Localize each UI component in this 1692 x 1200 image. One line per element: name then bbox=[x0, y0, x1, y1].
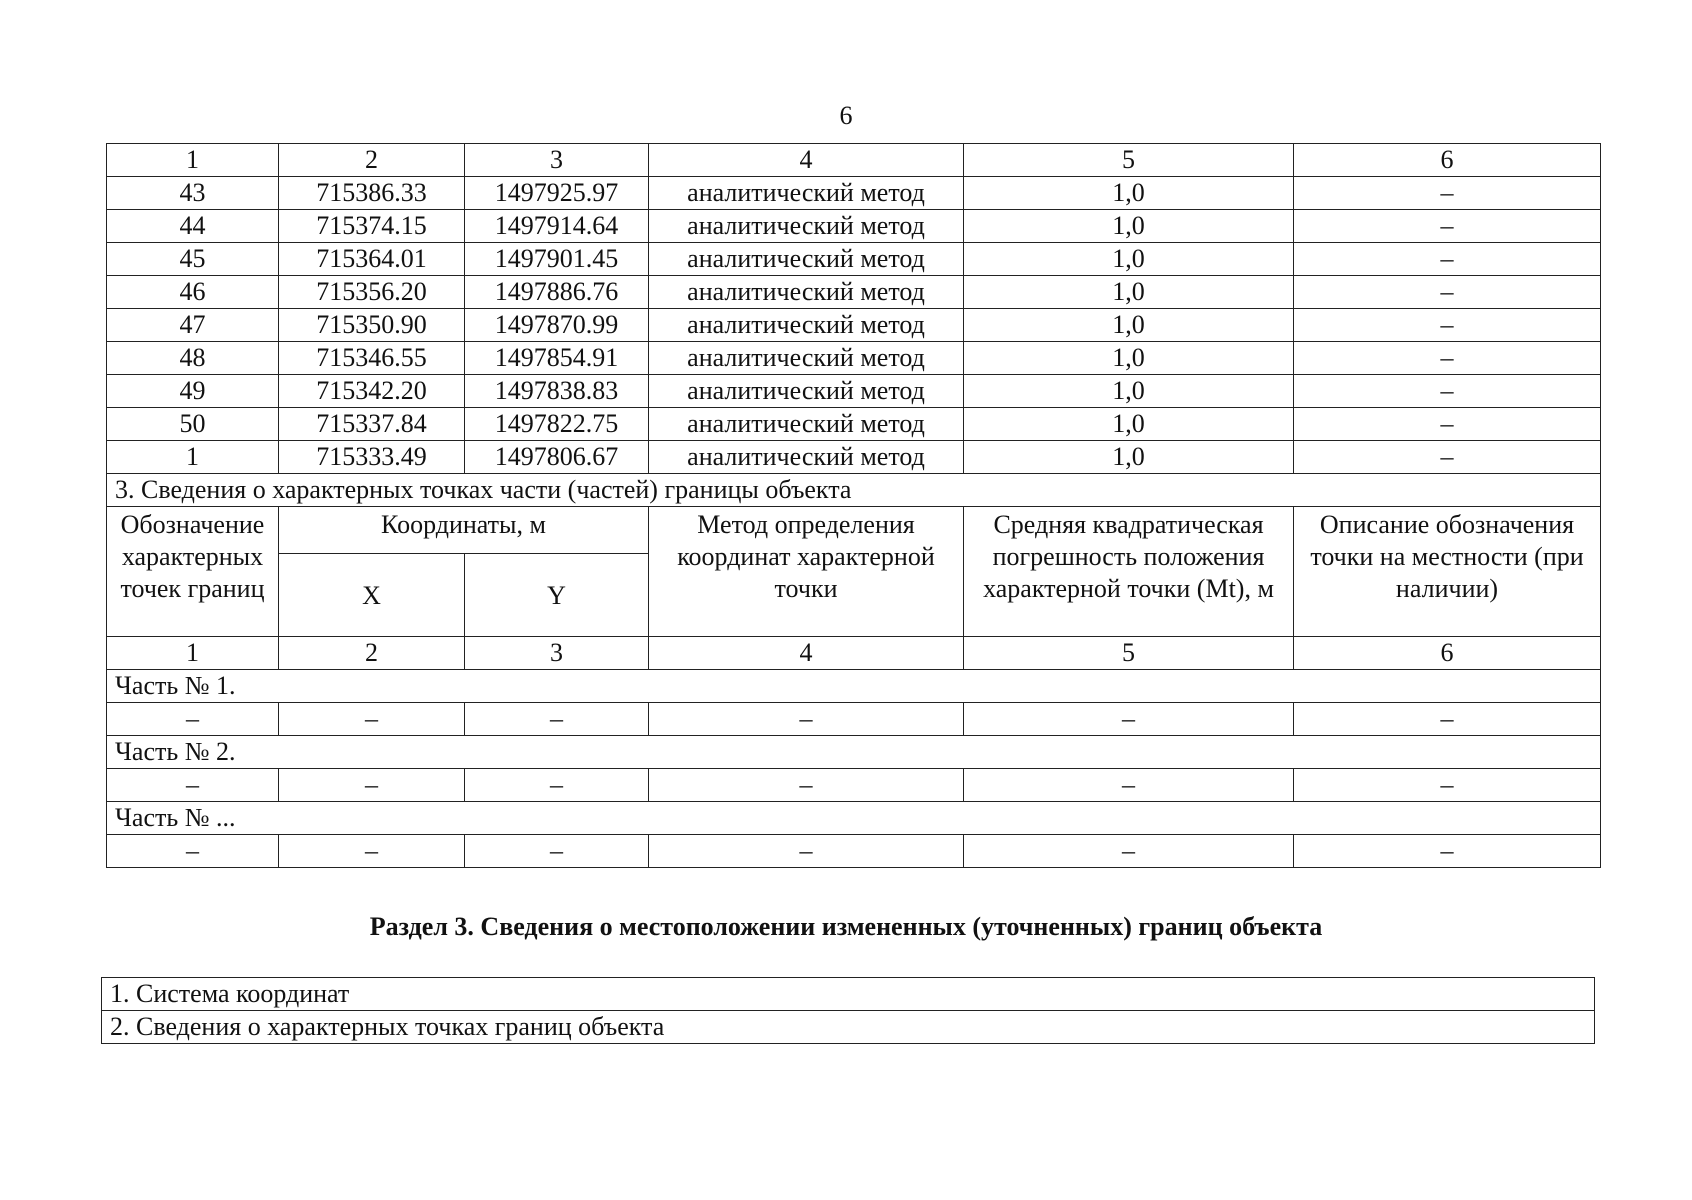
column-number: 5 bbox=[964, 144, 1294, 177]
point-y: 1497838.83 bbox=[465, 375, 649, 408]
point-x: 715342.20 bbox=[279, 375, 465, 408]
empty-cell: – bbox=[649, 703, 964, 736]
table-row bbox=[102, 978, 1595, 1011]
point-x: 715386.33 bbox=[279, 177, 465, 210]
table-row bbox=[107, 309, 1601, 342]
point-y: 1497854.91 bbox=[465, 342, 649, 375]
column-number: 1 bbox=[107, 144, 279, 177]
point-id: 1 bbox=[107, 441, 279, 474]
point-method: аналитический метод bbox=[649, 276, 964, 309]
empty-cell: – bbox=[964, 703, 1294, 736]
column-number: 2 bbox=[279, 144, 465, 177]
table-row bbox=[102, 1011, 1595, 1044]
boundary-points-row: 2. Сведения о характерных точках границ объекта bbox=[102, 1011, 1595, 1044]
point-mt: 1,0 bbox=[964, 309, 1294, 342]
point-mt: 1,0 bbox=[964, 210, 1294, 243]
boundary-points-table bbox=[106, 143, 1601, 868]
point-desc: – bbox=[1294, 408, 1601, 441]
column-number: 4 bbox=[649, 144, 964, 177]
column-number: 6 bbox=[1294, 637, 1601, 670]
coordinate-system-row: 1. Система координат bbox=[102, 978, 1595, 1011]
point-desc: – bbox=[1294, 342, 1601, 375]
column-number-row bbox=[107, 144, 1601, 177]
part-label-row bbox=[107, 670, 1601, 703]
table-row bbox=[107, 342, 1601, 375]
empty-cell: – bbox=[964, 769, 1294, 802]
point-method: аналитический метод bbox=[649, 441, 964, 474]
point-mt: 1,0 bbox=[964, 441, 1294, 474]
empty-cell: – bbox=[107, 703, 279, 736]
point-mt: 1,0 bbox=[964, 177, 1294, 210]
empty-cell: – bbox=[465, 703, 649, 736]
point-desc: – bbox=[1294, 243, 1601, 276]
part-label: Часть № 1. bbox=[107, 670, 1601, 703]
point-x: 715364.01 bbox=[279, 243, 465, 276]
parts-section-title: 3. Сведения о характерных точках части (частей) границы объекта bbox=[107, 474, 1601, 507]
point-id: 50 bbox=[107, 408, 279, 441]
column-number: 5 bbox=[964, 637, 1294, 670]
part-label: Часть № 2. bbox=[107, 736, 1601, 769]
table-row bbox=[107, 441, 1601, 474]
column-number: 3 bbox=[465, 144, 649, 177]
point-x: 715350.90 bbox=[279, 309, 465, 342]
section-heading-row bbox=[107, 474, 1601, 507]
table-row bbox=[107, 769, 1601, 802]
point-desc: – bbox=[1294, 177, 1601, 210]
header-mt: Средняя квадратическая погрешность положения характерной точки (Mt), м bbox=[964, 507, 1294, 637]
point-desc: – bbox=[1294, 375, 1601, 408]
point-mt: 1,0 bbox=[964, 276, 1294, 309]
point-id: 45 bbox=[107, 243, 279, 276]
point-y: 1497822.75 bbox=[465, 408, 649, 441]
parts-header-row bbox=[107, 507, 1601, 554]
column-number: 4 bbox=[649, 637, 964, 670]
point-mt: 1,0 bbox=[964, 408, 1294, 441]
table-row bbox=[107, 276, 1601, 309]
point-x: 715374.15 bbox=[279, 210, 465, 243]
page-number: 6 bbox=[839, 101, 853, 130]
point-x: 715333.49 bbox=[279, 441, 465, 474]
point-desc: – bbox=[1294, 309, 1601, 342]
column-number: 2 bbox=[279, 637, 465, 670]
section-3-table bbox=[101, 977, 1595, 1044]
point-y: 1497925.97 bbox=[465, 177, 649, 210]
point-mt: 1,0 bbox=[964, 243, 1294, 276]
point-method: аналитический метод bbox=[649, 342, 964, 375]
empty-cell: – bbox=[465, 835, 649, 868]
section-3-title: Раздел 3. Сведения о местоположении измененных (уточненных) границ объекта bbox=[369, 912, 1323, 941]
empty-cell: – bbox=[279, 703, 465, 736]
empty-cell: – bbox=[465, 769, 649, 802]
header-y: Y bbox=[465, 554, 649, 637]
header-designation: Обозначение характерных точек границ bbox=[107, 507, 279, 637]
part-label-row bbox=[107, 736, 1601, 769]
empty-cell: – bbox=[964, 835, 1294, 868]
point-y: 1497886.76 bbox=[465, 276, 649, 309]
header-coordinates: Координаты, м bbox=[279, 507, 649, 554]
header-x: X bbox=[279, 554, 465, 637]
table-row bbox=[107, 703, 1601, 736]
point-desc: – bbox=[1294, 276, 1601, 309]
column-number: 6 bbox=[1294, 144, 1601, 177]
point-id: 44 bbox=[107, 210, 279, 243]
empty-cell: – bbox=[1294, 703, 1601, 736]
table-row bbox=[107, 408, 1601, 441]
point-x: 715337.84 bbox=[279, 408, 465, 441]
header-method: Метод определения координат характерной точки bbox=[649, 507, 964, 637]
point-mt: 1,0 bbox=[964, 342, 1294, 375]
point-y: 1497901.45 bbox=[465, 243, 649, 276]
point-id: 43 bbox=[107, 177, 279, 210]
part-label: Часть № ... bbox=[107, 802, 1601, 835]
point-x: 715356.20 bbox=[279, 276, 465, 309]
point-method: аналитический метод bbox=[649, 309, 964, 342]
column-number-row bbox=[107, 637, 1601, 670]
column-number: 3 bbox=[465, 637, 649, 670]
empty-cell: – bbox=[649, 769, 964, 802]
table-row bbox=[107, 243, 1601, 276]
empty-cell: – bbox=[107, 835, 279, 868]
point-method: аналитический метод bbox=[649, 210, 964, 243]
header-description: Описание обозначения точки на местности (при наличии) bbox=[1294, 507, 1601, 637]
point-id: 46 bbox=[107, 276, 279, 309]
point-id: 48 bbox=[107, 342, 279, 375]
point-method: аналитический метод bbox=[649, 375, 964, 408]
point-method: аналитический метод bbox=[649, 177, 964, 210]
empty-cell: – bbox=[1294, 769, 1601, 802]
empty-cell: – bbox=[107, 769, 279, 802]
point-x: 715346.55 bbox=[279, 342, 465, 375]
empty-cell: – bbox=[649, 835, 964, 868]
point-desc: – bbox=[1294, 210, 1601, 243]
empty-cell: – bbox=[1294, 835, 1601, 868]
point-method: аналитический метод bbox=[649, 408, 964, 441]
point-y: 1497806.67 bbox=[465, 441, 649, 474]
empty-cell: – bbox=[279, 835, 465, 868]
column-number: 1 bbox=[107, 637, 279, 670]
table-row bbox=[107, 177, 1601, 210]
part-label-row bbox=[107, 802, 1601, 835]
point-y: 1497870.99 bbox=[465, 309, 649, 342]
point-desc: – bbox=[1294, 441, 1601, 474]
table-row bbox=[107, 375, 1601, 408]
point-id: 47 bbox=[107, 309, 279, 342]
point-id: 49 bbox=[107, 375, 279, 408]
table-row bbox=[107, 835, 1601, 868]
table-row bbox=[107, 210, 1601, 243]
point-method: аналитический метод bbox=[649, 243, 964, 276]
point-mt: 1,0 bbox=[964, 375, 1294, 408]
point-y: 1497914.64 bbox=[465, 210, 649, 243]
empty-cell: – bbox=[279, 769, 465, 802]
